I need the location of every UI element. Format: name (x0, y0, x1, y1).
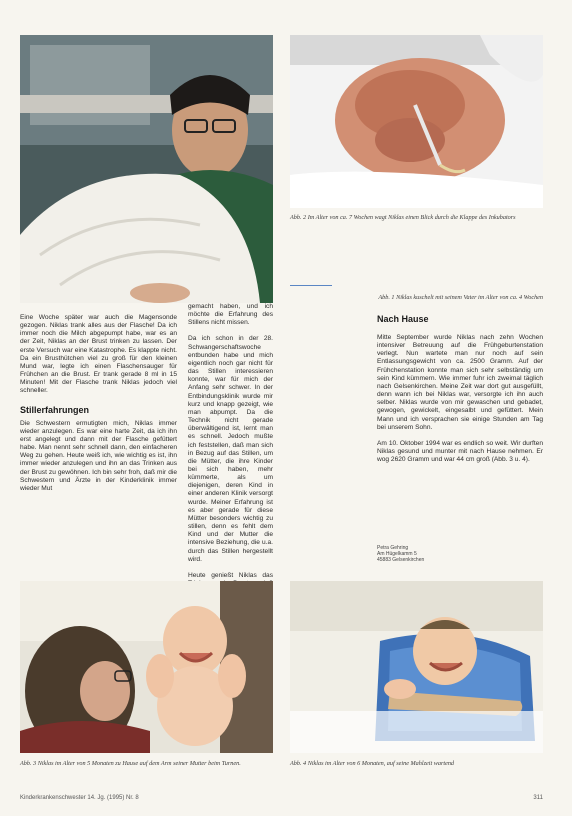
section-heading-nach-hause: Nach Hause (377, 314, 429, 324)
paragraph: gemacht haben, und ich möchte die Erfahrung des Stillens nicht missen. (188, 303, 273, 327)
paragraph: Mitte September wurde Niklas nach zehn Wochen intensiver Betreuung auf die Frühgeburtenstation verlegt. Nun wartete man nur noch auf sein Entlassungsgewicht von ca. 2500 Gramm. Auf der Frühchenstation konnte man sich sehr selbständig um sein Kind kümmern. Wie immer fuhr ich zweimal täglich nach Gelsenkirchen. Meine Zeit war dort gut ausgefüllt, denn wann ich bei Niklas war, versorgte ich ihn auch selber. Niklas wurde von mir gewaschen und gebadet, gewogen, gewickelt, eingesalbt und gefüttert. Mein Mann und ich versprachen sie einige Stunden am Tag bei unserem Sohn. (377, 334, 543, 431)
paragraph: Da ich schon in der 28. Schwangerschaftswoche entbunden habe und mich eigentlich noch gar nicht für das Stillen interessieren konnte, war für mich der Anfang sehr schwer. In der Entbindungsklinik wurde mir kurz und knapp gezeigt, wie man abpumpt. Da die Technik nicht gerade überwältigend ist, lernt man es schnell. Jedoch mußte ich feststellen, daß man sich in Bezug auf das Stillen, um die Mütter, die ihre Kinder bei sich haben, mehr kümmerte, als um diejenigen, deren Kind in einer anderen Klinik versorgt wurde. Meiner Erfahrung ist es aber gerade für diese Mütter besonders wichtig zu stillen, denn es fehlt dem Kind und der Mutter die intensive Beziehung, die u.a. durch das Stillen hergestellt wird. (188, 335, 273, 563)
text-column-2 (188, 303, 273, 613)
caption-figure-4: Abb. 4 Niklas im Alter von 6 Monaten, auf seine Mahlzeit wartend (290, 760, 455, 767)
caption-figure-1: Abb. 1 Niklas kuschelt mit seinem Vater im Alter von ca. 4 Wochen (378, 294, 543, 301)
caption-divider (290, 285, 332, 286)
text-column-3 (377, 334, 543, 464)
paragraph: Die Schwestern ermutigten mich, Niklas immer wieder anzulegen. Es war eine harte Zeit, da ich ihn erst angelegt und dann mit der Flasche gefüttert habe. Man nennt sehr schnell dann, den einfacheren Weg zu gehen. Heute weiß ich, wie wichtig es ist, ihn immer wieder anzulegen und ihn an das Trinken aus der Brust zu gewöhnen. Ich bin sehr froh, daß mir die Schwestern und Ärzte in der Kinderklinik immer wieder Mut (20, 419, 177, 492)
author-name: Petra Gehring (377, 545, 409, 551)
paragraph: Eine Woche später war auch die Magensonde gezogen. Niklas trank alles aus der Flasche! Da ich immer noch die Milch abgepumpt habe, war es an der Zeit, Niklas an der Brust trinken zu lassen. Der erste Versuch war eine Katastrophe. Es klappte nicht. Da ein Brusthütchen viel zu groß für den kleinen Mund war, legte ich einen Flaschensauger für Frühchen an die Brust. Er trank gerade 8 ml in 15 Minuten! Mit der Flasche trank Niklas jedoch viel schneller. (20, 314, 177, 395)
author-street: Am Hügelkamm 5 (377, 551, 417, 558)
caption-figure-2: Abb. 2 Im Alter von ca. 7 Wochen wagt Niklas einen Blick durch die Klappe des Inkubators (290, 214, 516, 221)
author-address (377, 545, 457, 564)
photo-mother-with-laughing-baby (20, 581, 273, 753)
page-number: 311 (533, 795, 543, 801)
text-column-1 (20, 314, 177, 493)
photo-baby-incubator (290, 35, 543, 208)
paragraph: Am 10. Oktober 1994 war es endlich so weit. Wir durften Niklas gesund und munter mit nach Hause nehmen. Er wog 2620 Gramm und war 44 cm groß (Abb. 3 u. 4). (377, 439, 543, 464)
journal-reference: Kinderkrankenschwester 14. Jg. (1995) Nr. 8 (20, 795, 139, 801)
photo-baby-in-high-chair (290, 581, 543, 753)
paragraph: Heute genießt Niklas das (188, 571, 273, 579)
section-heading-stillerfahrungen: Stillerfahrungen (20, 404, 90, 415)
photo-father-with-baby (20, 35, 273, 303)
caption-figure-3: Abb. 3 Niklas im Alter von 5 Monaten zu Hause auf dem Arm seiner Mutter beim Turnen. (20, 760, 241, 767)
author-city: 45883 Gelsenkirchen (377, 557, 425, 564)
